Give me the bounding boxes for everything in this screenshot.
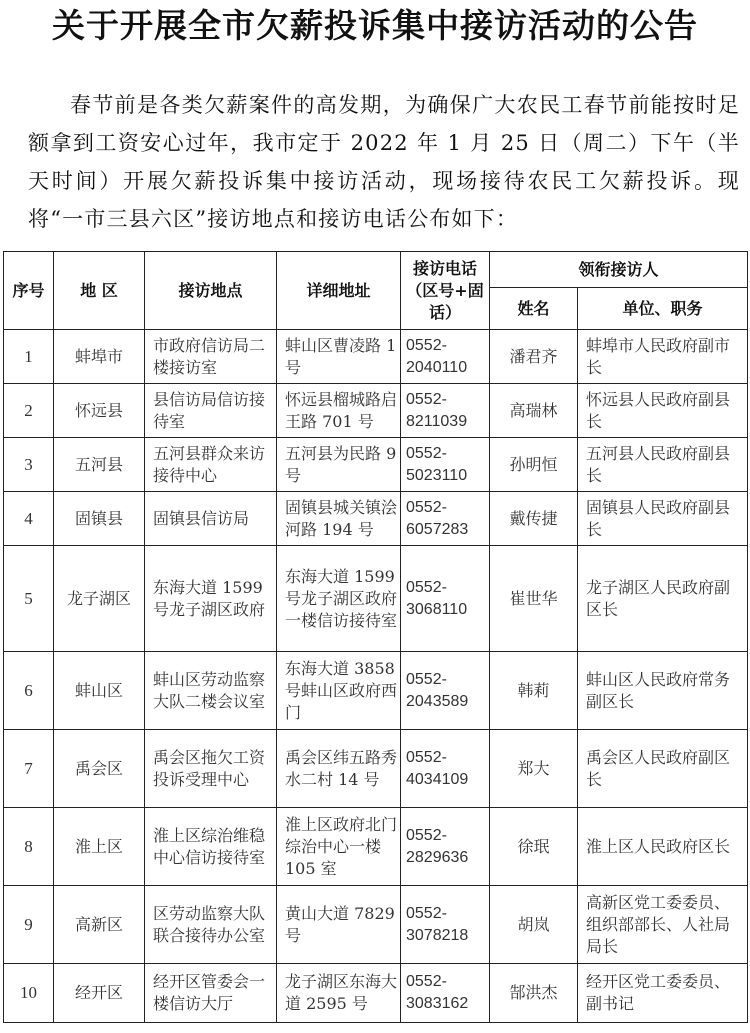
cell-address: 禹会区纬五路秀水二村 14 号 [277, 730, 401, 808]
table-row [4, 330, 748, 384]
cell-region: 禹会区 [54, 730, 145, 808]
cell-venue: 县信访局信访接待室 [145, 384, 277, 438]
cell-venue: 东海大道 1599 号龙子湖区政府 [145, 546, 277, 652]
cell-index: 7 [4, 730, 54, 808]
cell-phone: 0552-2043589 [401, 652, 490, 730]
cell-phone: 0552-6057283 [401, 492, 490, 546]
cell-venue: 固镇县信访局 [145, 492, 277, 546]
table-row [4, 886, 748, 964]
cell-name: 徐珉 [490, 808, 578, 886]
cell-address: 蚌山区曹凌路 1 号 [277, 330, 401, 384]
cell-address: 怀远县榴城路启王路 701 号 [277, 384, 401, 438]
cell-phone: 0552-8211039 [401, 384, 490, 438]
table-body [4, 330, 748, 1023]
cell-address: 五河县为民路 9 号 [277, 438, 401, 492]
table-header [4, 252, 748, 330]
cell-phone: 0552-2829636 [401, 808, 490, 886]
cell-region: 蚌埠市 [54, 330, 145, 384]
header-address: 详细地址 [277, 252, 401, 330]
cell-name: 高瑞林 [490, 384, 578, 438]
cell-index: 6 [4, 652, 54, 730]
notice-title: 关于开展全市欠薪投诉集中接访活动的公告 [52, 6, 698, 45]
cell-region: 高新区 [54, 886, 145, 964]
cell-address: 淮上区政府北门综治中心一楼 105 室 [277, 808, 401, 886]
cell-venue: 淮上区综治维稳中心信访接待室 [145, 808, 277, 886]
cell-name: 韩莉 [490, 652, 578, 730]
header-region: 地 区 [54, 252, 145, 330]
cell-region: 五河县 [54, 438, 145, 492]
cell-position: 五河县人民政府副县长 [578, 438, 748, 492]
cell-name: 崔世华 [490, 546, 578, 652]
cell-position: 经开区党工委委员、副书记 [578, 964, 748, 1023]
cell-position: 蚌埠市人民政府副市长 [578, 330, 748, 384]
cell-index: 1 [4, 330, 54, 384]
cell-region: 龙子湖区 [54, 546, 145, 652]
cell-index: 10 [4, 964, 54, 1023]
cell-position: 龙子湖区人民政府副区长 [578, 546, 748, 652]
cell-region: 经开区 [54, 964, 145, 1023]
cell-index: 3 [4, 438, 54, 492]
cell-name: 戴传捷 [490, 492, 578, 546]
table-row [4, 652, 748, 730]
table-row [4, 492, 748, 546]
cell-venue: 五河县群众来访接待中心 [145, 438, 277, 492]
cell-name: 郜洪杰 [490, 964, 578, 1023]
notice-intro: 春节前是各类欠薪案件的高发期，为确保广大农民工春节前能按时足额拿到工资安心过年，我市定于 2022 年 1 月 25 日（周二）下午（半天时间）开展欠薪投诉集中接访活动，现场接待农民工欠薪投诉。现将“一市三县六区”接访地点和接访电话公布如下： [28, 93, 740, 231]
cell-index: 9 [4, 886, 54, 964]
header-phone: 接访电话（区号+固话） [401, 252, 490, 330]
table-row [4, 384, 748, 438]
cell-address: 东海大道 3858 号蚌山区政府西门 [277, 652, 401, 730]
table-row [4, 438, 748, 492]
cell-address: 东海大道 1599 号龙子湖区政府一楼信访接待室 [277, 546, 401, 652]
cell-address: 固镇县城关镇浍河路 194 号 [277, 492, 401, 546]
cell-index: 4 [4, 492, 54, 546]
cell-region: 固镇县 [54, 492, 145, 546]
header-index: 序号 [4, 252, 54, 330]
table-row [4, 808, 748, 886]
cell-name: 郑大 [490, 730, 578, 808]
cell-phone: 0552-3068110 [401, 546, 490, 652]
cell-index: 5 [4, 546, 54, 652]
table-row [4, 964, 748, 1023]
cell-phone: 0552-2040110 [401, 330, 490, 384]
cell-venue: 蚌山区劳动监察大队二楼会议室 [145, 652, 277, 730]
cell-position: 高新区党工委委员、组织部部长、人社局局长 [578, 886, 748, 964]
cell-phone: 0552-4034109 [401, 730, 490, 808]
reception-table [3, 251, 748, 1023]
table-row [4, 730, 748, 808]
cell-region: 淮上区 [54, 808, 145, 886]
cell-address: 黄山大道 7829 号 [277, 886, 401, 964]
cell-phone: 0552-3078218 [401, 886, 490, 964]
header-name: 姓名 [490, 288, 578, 330]
cell-venue: 市政府信访局二楼接访室 [145, 330, 277, 384]
cell-name: 胡岚 [490, 886, 578, 964]
cell-index: 8 [4, 808, 54, 886]
cell-name: 孙明恒 [490, 438, 578, 492]
cell-position: 怀远县人民政府副县长 [578, 384, 748, 438]
header-venue: 接访地点 [145, 252, 277, 330]
cell-venue: 经开区管委会一楼信访大厅 [145, 964, 277, 1023]
cell-index: 2 [4, 384, 54, 438]
cell-name: 潘君齐 [490, 330, 578, 384]
header-position: 单位、职务 [578, 288, 748, 330]
cell-position: 淮上区人民政府区长 [578, 808, 748, 886]
cell-phone: 0552-5023110 [401, 438, 490, 492]
header-leader-group: 领衔接访人 [490, 252, 748, 288]
cell-address: 龙子湖区东海大道 2595 号 [277, 964, 401, 1023]
cell-position: 固镇县人民政府副县长 [578, 492, 748, 546]
cell-region: 怀远县 [54, 384, 145, 438]
cell-position: 禹会区人民政府副区长 [578, 730, 748, 808]
cell-position: 蚌山区人民政府常务副区长 [578, 652, 748, 730]
cell-phone: 0552-3083162 [401, 964, 490, 1023]
table-row [4, 546, 748, 652]
cell-venue: 禹会区拖欠工资投诉受理中心 [145, 730, 277, 808]
cell-venue: 区劳动监察大队联合接待办公室 [145, 886, 277, 964]
cell-region: 蚌山区 [54, 652, 145, 730]
